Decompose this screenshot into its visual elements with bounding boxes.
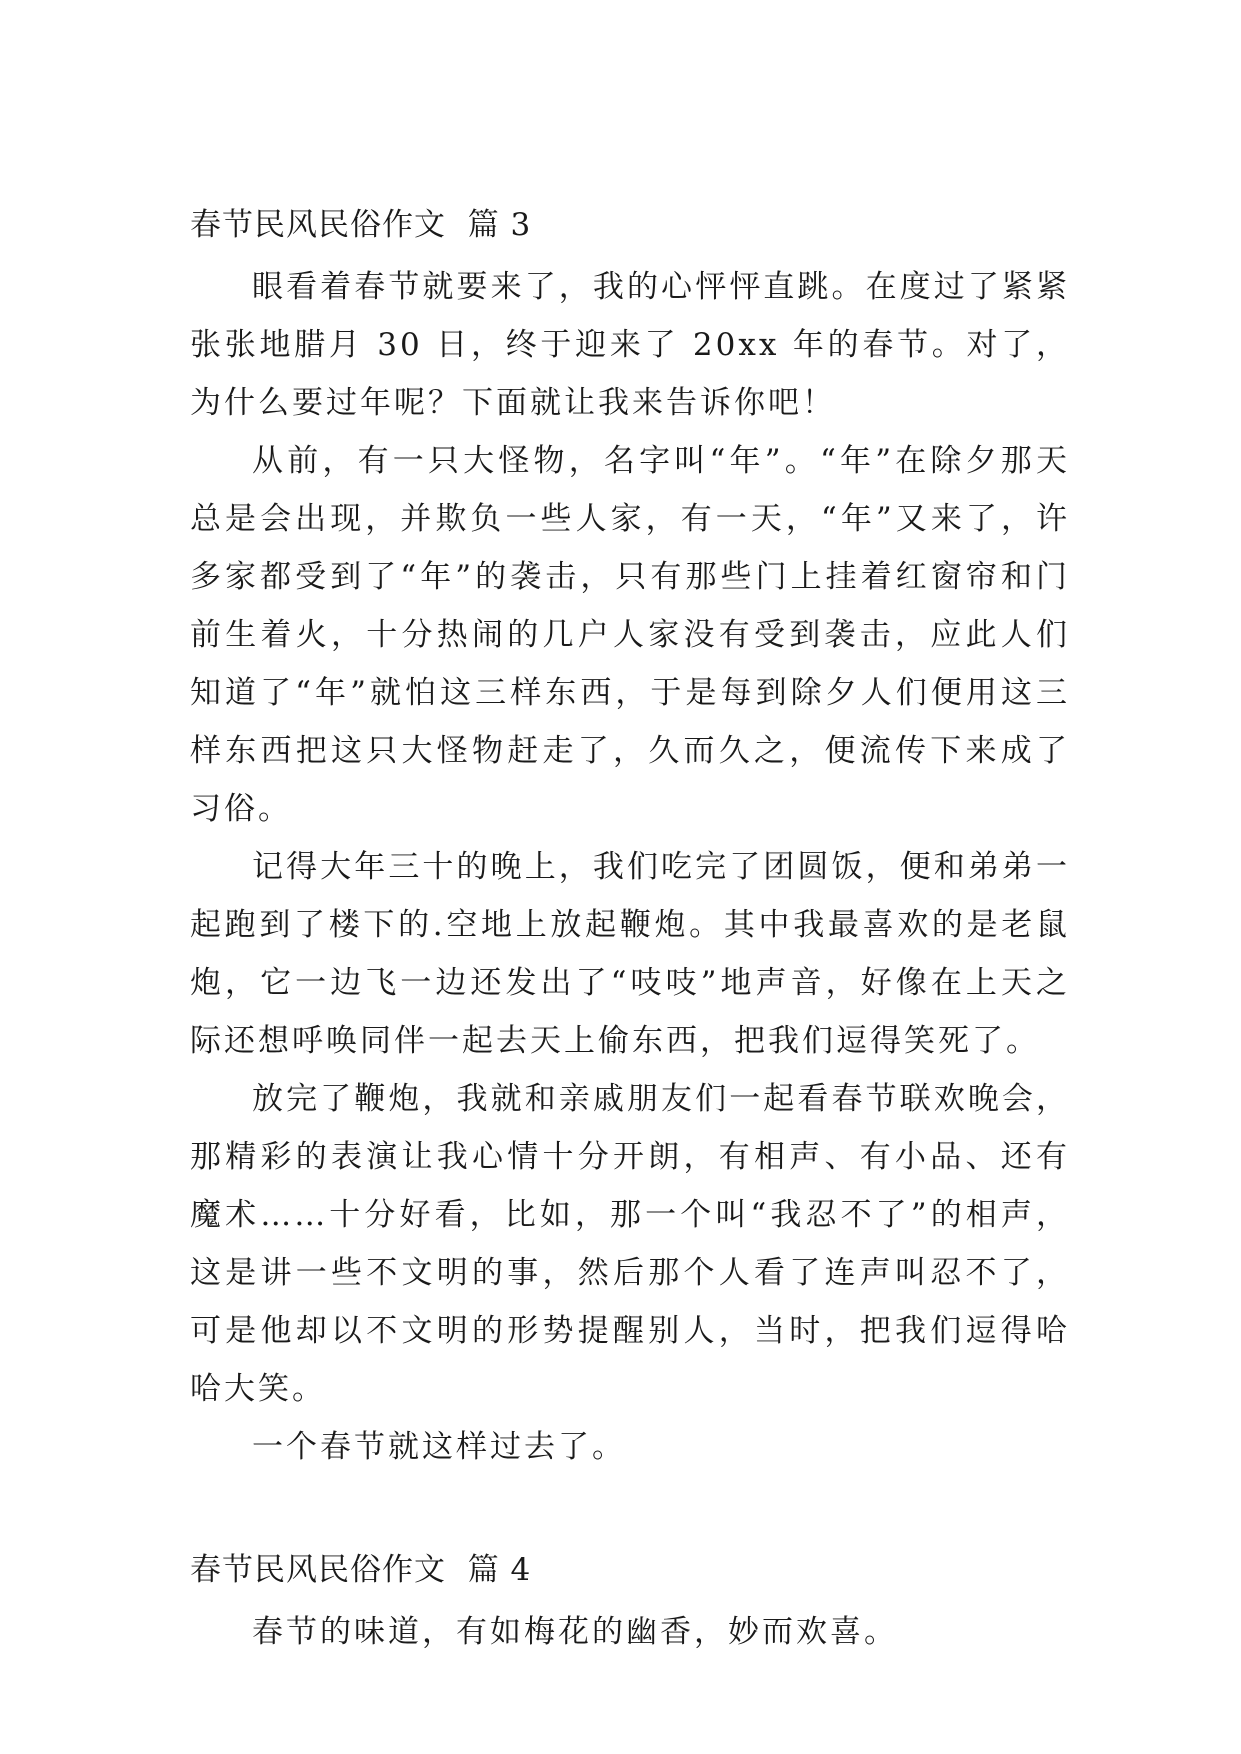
paragraph: 记得大年三十的晚上，我们吃完了团圆饭，便和弟弟一起跑到了楼下的.空地上放起鞭炮。其中我最喜欢的是老鼠炮，它一边飞一边还发出了“吱吱”地声音，好像在上天之际还想呼唤同伴一起去天上偷东西，把我们逗得笑死了。 (190, 849, 1070, 1059)
section-title-3: 春节民风民俗作文 篇 3 (190, 207, 532, 243)
paragraph: 春节的味道，有如梅花的幽香，妙而欢喜。 (252, 1614, 898, 1650)
paragraph: 一个春节就这样过去了。 (252, 1429, 626, 1465)
section-title-4: 春节民风民俗作文 篇 4 (190, 1552, 532, 1588)
paragraph: 放完了鞭炮，我就和亲戚朋友们一起看春节联欢晚会，那精彩的表演让我心情十分开朗，有相声、有小品、还有魔术……十分好看，比如，那一个叫“我忍不了”的相声，这是讲一些不文明的事，然后那个人看了连声叫忍不了，可是他却以不文明的形势提醒别人，当时，把我们逗得哈哈大笑。 (190, 1081, 1070, 1407)
paragraph: 眼看着春节就要来了，我的心怦怦直跳。在度过了紧紧张张地腊月 30 日，终于迎来了 20xx 年的春节。对了，为什么要过年呢？下面就让我来告诉你吧！ (190, 269, 1070, 421)
document-page (190, 205, 1070, 1661)
paragraph: 从前，有一只大怪物，名字叫“年”。“年”在除夕那天总是会出现，并欺负一些人家，有一天，“年”又来了，许多家都受到了“年”的袭击，只有那些门上挂着红窗帘和门前生着火，十分热闹的几户人家没有受到袭击，应此人们知道了“年”就怕这三样东西，于是每到除夕人们便用这三样东西把这只大怪物赶走了，久而久之，便流传下来成了习俗。 (190, 443, 1070, 827)
